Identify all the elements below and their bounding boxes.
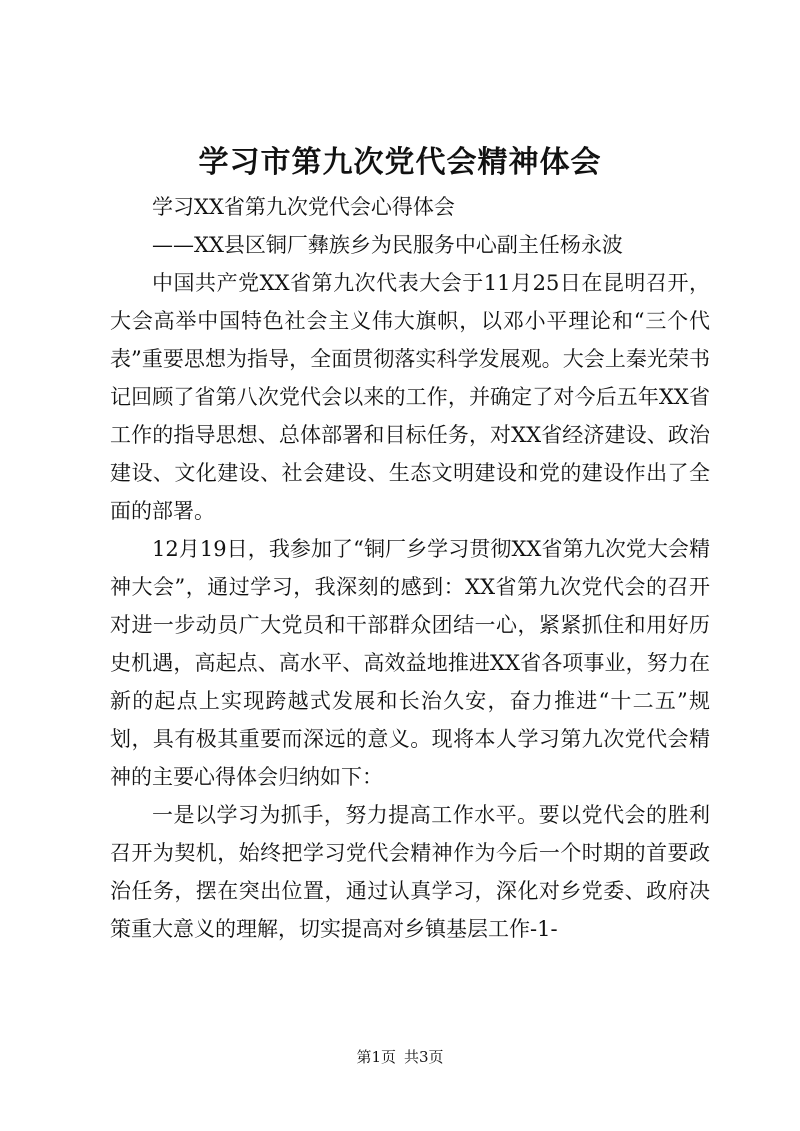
page-footer (0, 1047, 800, 1067)
body-paragraph-1: 中国共产党XX省第九次代表大会于11月25日在昆明召开，大会高举中国特色社会主义伟大旗帜，以邓小平理论和“三个代表”重要思想为指导，全面贯彻落实科学发展观。大会上秦光荣书记回顾了省第八次党代会以来的工作，并确定了对今后五年XX省工作的指导思想、总体部署和目标任务，对XX省经济建设、政治建设、文化建设、社会建设、生态文明建设和党的建设作出了全面的部署。 (110, 271, 710, 523)
body-paragraph-2: 12月19日，我参加了“铜厂乡学习贯彻XX省第九次党大会精神大会”，通过学习，我深刻的感到：XX省第九次党代会的召开对进一步动员广大党员和干部群众团结一心，紧紧抓住和用好历史机遇，高起点、高水平、高效益地推进XX省各项事业，努力在新的起点上实现跨越式发展和长治久安，奋力推进“十二五”规划，具有极其重要而深远的意义。现将本人学习第九次党代会精神的主要心得体会归纳如下： (110, 537, 710, 789)
document-body (110, 188, 710, 948)
page-title: 学习市第九次党代会精神体会 (198, 145, 602, 180)
author-line: ——XX县区铜厂彝族乡为民服务中心副主任杨永波 (152, 233, 623, 257)
body-paragraph-3: 一是以学习为抓手，努力提高工作水平。要以党代会的胜利召开为契机，始终把学习党代会精神作为今后一个时期的首要政治任务，摆在突出位置，通过认真学习，深化对乡党委、政府决策重大意义的理解，切实提高对乡镇基层工作-1- (110, 803, 710, 941)
subtitle-paragraph: 学习XX省第九次党代会心得体会 (152, 195, 455, 219)
page-total: 共3页 (404, 1048, 444, 1066)
page-number: 第1页 (356, 1048, 396, 1066)
